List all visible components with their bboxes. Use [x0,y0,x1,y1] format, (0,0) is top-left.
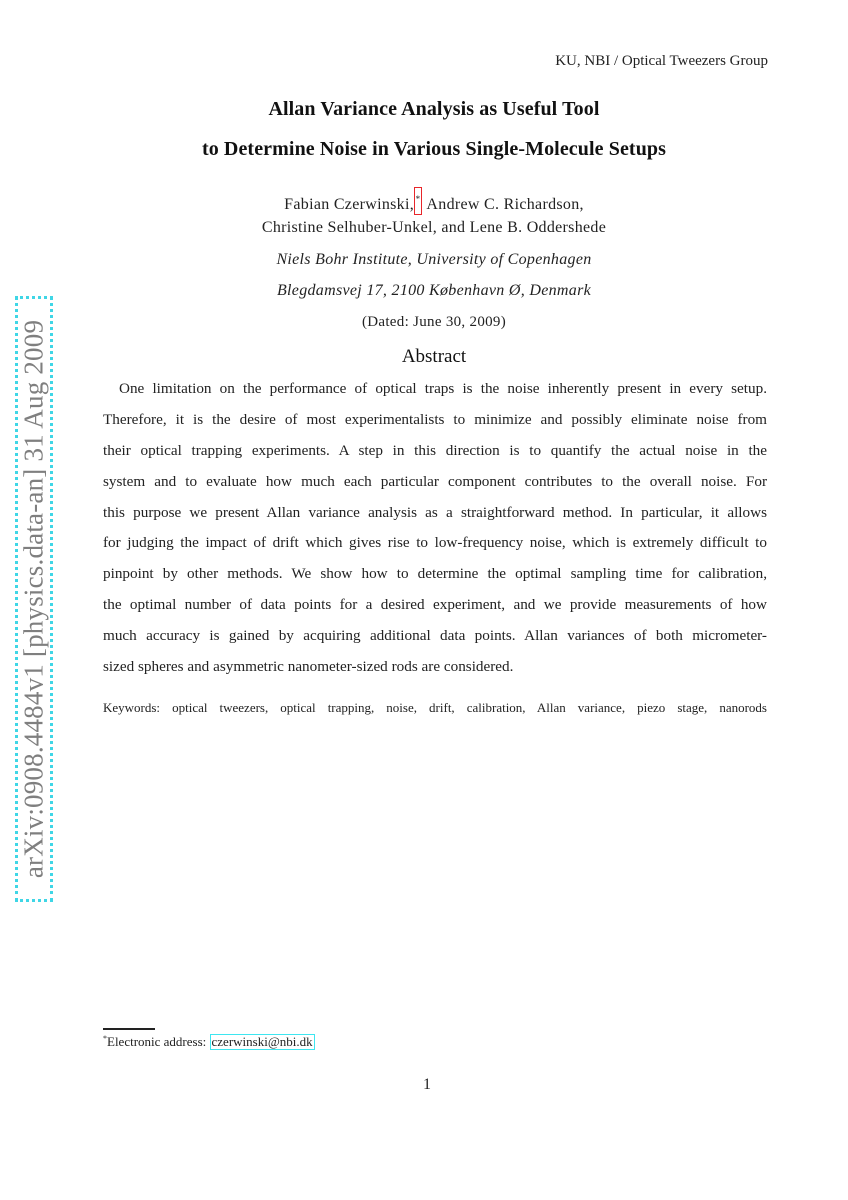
abstract-line: for judging the impact of drift which gives rise to low-frequency noise, which is extremely difficult to [103,534,767,552]
email-link[interactable]: czerwinski@nbi.dk [211,1034,313,1049]
abstract-heading: Abstract [401,346,467,367]
dated: (Dated: June 30, 2009) [361,314,507,330]
abstract-line: pinpoint by other methods. We show how to determine the optimal sampling time for calibration, [103,565,767,583]
footnote [103,1034,315,1050]
affiliation-line-2: Blegdamsvej 17, 2100 København Ø, Denmark [276,282,592,299]
footnote-mark: * [103,1034,107,1043]
abstract-line: system and to evaluate how much each particular component contributes to the overall noise. For [103,472,767,490]
abstract-line: sized spheres and asymmetric nanometer-sized rods are considered. [103,658,514,676]
footnote-rule [103,1028,155,1030]
affiliation-line-1: Niels Bohr Institute, University of Copenhagen [276,251,592,268]
arxiv-stamp-text: arXiv:0908.4484v1 [physics.data-an] 31 Aug 2009 [18,319,49,879]
abstract-line: their optical trapping experiments. A step in this direction is to quantify the actual noise in the [103,441,767,459]
author-richardson: Andrew C. Richardson, [426,196,584,213]
abstract-line: Therefore, it is the desire of most experimentalists to minimize and possibly eliminate noise from [103,410,767,428]
title-line-2: to Determine Noise in Various Single-Molecule Setups [201,138,667,160]
abstract-line: One limitation on the performance of optical traps is the noise inherently present in every setup. [119,380,767,397]
page-number: 1 [423,1076,431,1093]
abstract-line: much accuracy is gained by acquiring additional data points. Allan variances of both micrometer- [103,627,767,645]
author-czerwinski: Fabian Czerwinski, [284,196,414,213]
abstract-body [103,374,767,683]
footnote-link[interactable] [414,187,422,215]
keywords: Keywords: optical tweezers, optical trapping, noise, drift, calibration, Allan variance, piezo stage, nanorods [103,700,767,715]
running-head: KU, NBI / Optical Tweezers Group [555,53,768,69]
footnote-label: Electronic address: [107,1034,207,1049]
abstract-line: the optimal number of data points for a desired experiment, and we provide measurements of how [103,596,767,614]
authors-line-2: Christine Selhuber-Unkel, and Lene B. Oddershede [261,219,607,236]
footnote-mark: * [415,194,421,204]
title-line-1: Allan Variance Analysis as Useful Tool [268,98,600,120]
abstract-line: this purpose we present Allan variance analysis as a straightforward method. In particular, it allows [103,503,767,521]
authors-line-1 [0,187,848,215]
